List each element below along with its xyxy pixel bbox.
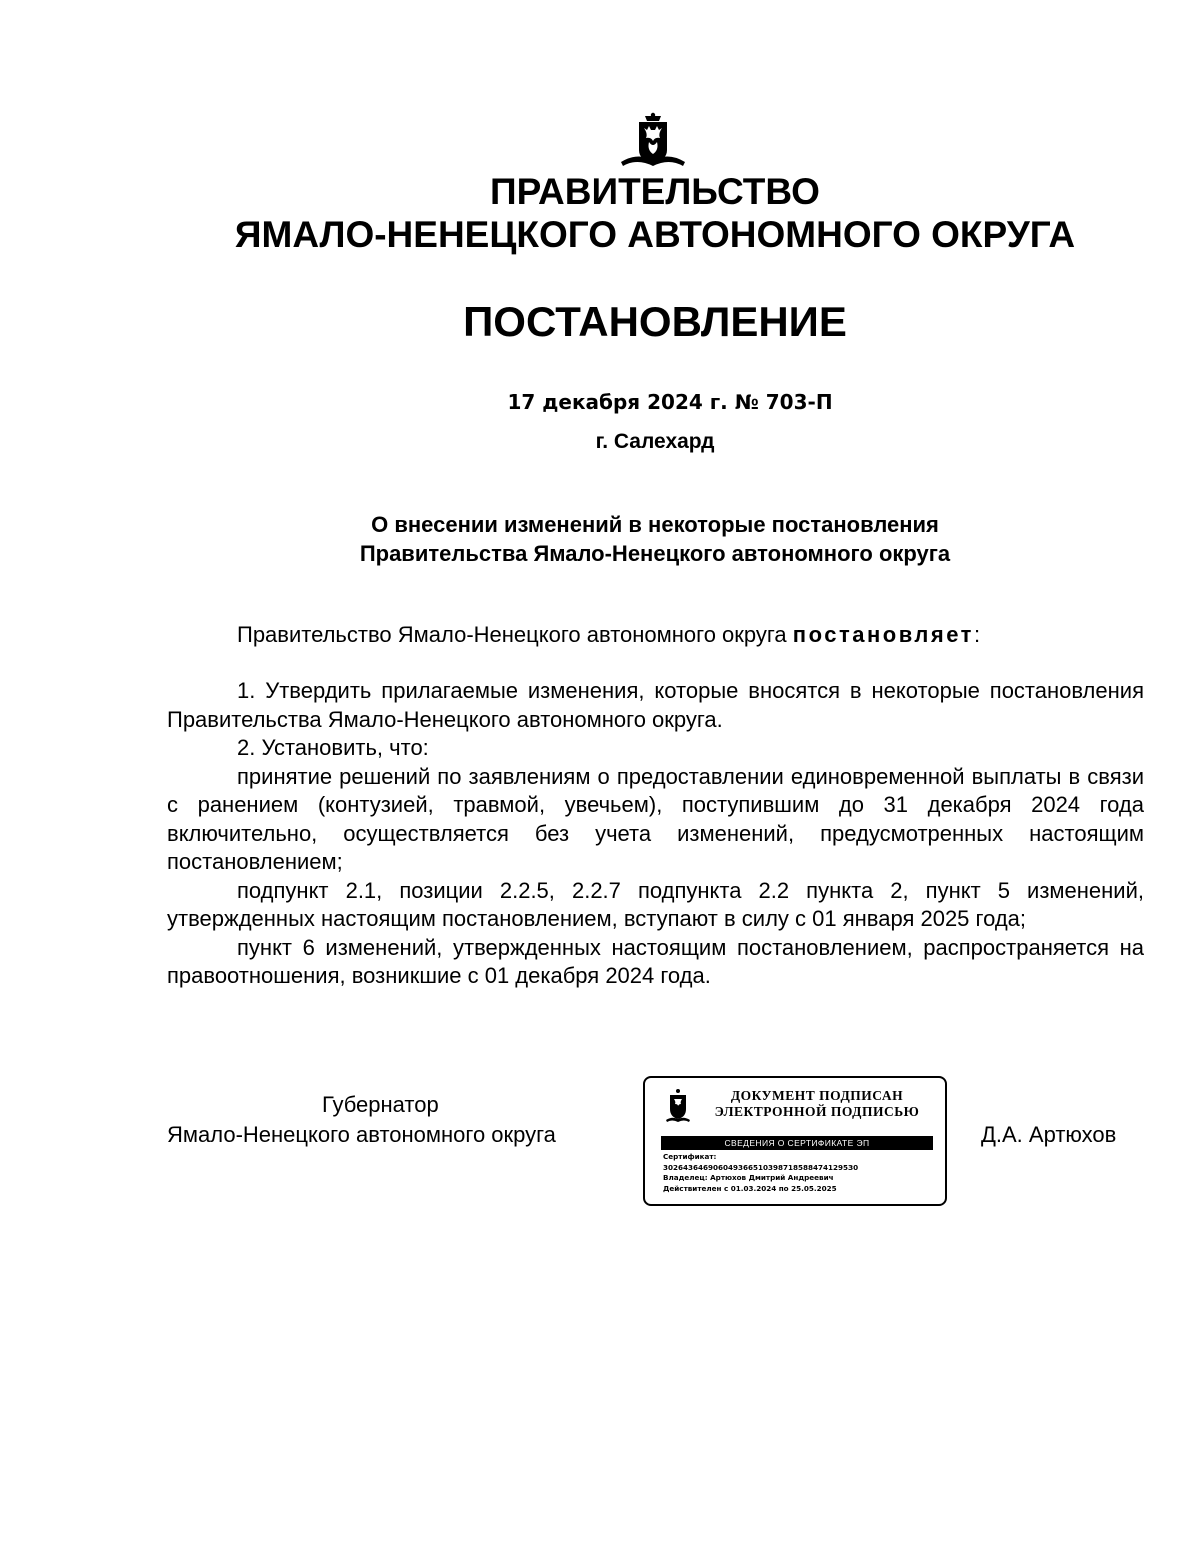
paragraph-5: пункт 6 изменений, утвержденных настоящим постановлением, распространяется на правоотношения, возникшие с 01 декабря 2024 года. — [167, 934, 1144, 988]
decree-lead: Правительство Ямало-Ненецкого автономного округа — [237, 622, 793, 647]
decree-tail: : — [973, 622, 981, 647]
stamp-validity: Действителен с 01.03.2024 по 25.05.2025 — [663, 1183, 837, 1193]
signer-name: Д.А. Артюхов — [981, 1122, 1117, 1147]
stamp-certificate-details — [663, 1152, 858, 1194]
paragraph-2: 2. Установить, что: — [237, 735, 429, 760]
signer-position-line2: Ямало-Ненецкого автономного округа — [167, 1122, 556, 1147]
document-city: г. Салехард — [595, 430, 715, 453]
stamp-heading — [707, 1088, 927, 1120]
org-name-line1: ПРАВИТЕЛЬСТВО — [490, 171, 820, 212]
stamp-heading-line1: ДОКУМЕНТ ПОДПИСАН — [730, 1088, 904, 1103]
stamp-cert-number: 3026436469060493665103987185884741295З0 — [663, 1162, 859, 1172]
stamp-emblem-icon — [665, 1088, 691, 1124]
signer-position-line1: Губернатор — [322, 1092, 439, 1117]
paragraph-3: принятие решений по заявлениям о предоставлении единовременной выплаты в связи с ранением (контузией, травмой, увечьем), поступившим до 31 декабря 2024 года включительно, осуществляется без учета изменений, предусмотренных настоящим постановлением; — [167, 763, 1144, 874]
paragraph-4: подпункт 2.1, позиции 2.2.5, 2.2.7 подпункта 2.2 пункта 2, пункт 5 изменений, утвержденных настоящим постановлением, вступают в силу с 01 января 2025 года; — [167, 877, 1144, 931]
document-title — [0, 510, 1200, 568]
document-title-line2: Правительства Ямало-Ненецкого автономного округа — [359, 541, 951, 566]
document-body — [167, 677, 1144, 991]
org-name-line2: ЯМАЛО-НЕНЕЦКОГО АВТОНОМНОГО ОКРУГА — [234, 214, 1076, 255]
paragraph-1: 1. Утвердить прилагаемые изменения, которые вносятся в некоторые постановления Правительства Ямало-Ненецкого автономного округа. — [167, 678, 1144, 732]
coat-of-arms-emblem — [619, 112, 687, 170]
stamp-certificate-bar: СВЕДЕНИЯ О СЕРТИФИКАТЕ ЭП — [661, 1136, 933, 1150]
decree-verb: постановляет — [792, 622, 974, 647]
document-title-line1: О внесении изменений в некоторые постановления — [371, 512, 939, 537]
stamp-cert-label: Сертификат: — [663, 1152, 717, 1161]
document-kind: ПОСТАНОВЛЕНИЕ — [463, 298, 847, 345]
stamp-owner: Владелец: Артюхов Дмитрий Андреевич — [663, 1173, 834, 1182]
document-date-number: 17 декабря 2024 г. № 703-П — [507, 390, 833, 414]
electronic-signature-stamp — [643, 1076, 947, 1206]
stamp-heading-line2: ЭЛЕКТРОННОЙ ПОДПИСЬЮ — [714, 1104, 920, 1119]
decree-paragraph — [167, 622, 1144, 648]
